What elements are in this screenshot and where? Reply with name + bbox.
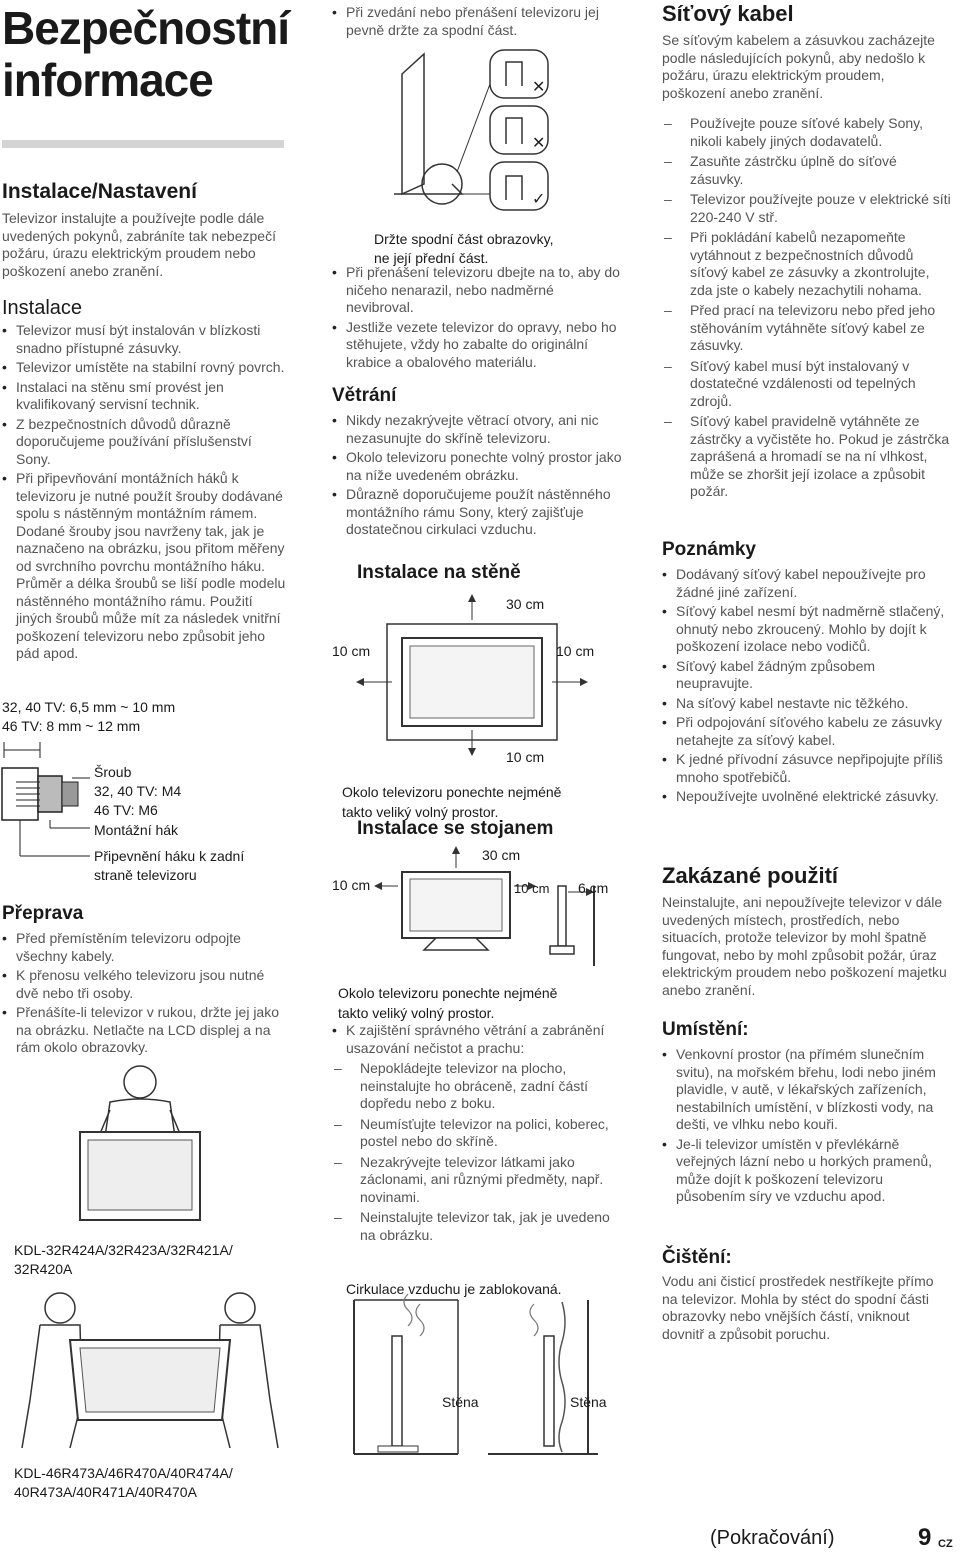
tv-screen (88, 1140, 192, 1210)
stand-dim-top: 30 cm (482, 847, 521, 863)
wall-space-caption-1: Okolo televizoru ponechte nejméně (342, 784, 562, 800)
stand-space-caption-2: takto veliký volný prostor. (338, 1005, 495, 1021)
install-setup-heading: Instalace/Nastavení (2, 180, 197, 203)
list-item: – Neinstalujte televizor tak, jak je uvedeno na obrázku. (332, 1209, 624, 1244)
wall-dim-right: 10 cm (556, 643, 595, 659)
continued-label: (Pokračování) (710, 1527, 835, 1549)
prohibited-text: Neinstalujte, ani nepoužívejte televizor v dále uvedených místech, prostředích, nebo situacích, protože televizor by mohl špatně fungovat, nebo by mohl způsobit požár, úraz elektrickým proudem nebo poškození majetku anebo zranění. (662, 894, 947, 998)
list-item: – Před prací na televizoru nebo před jeho stěhováním vytáhněte síťový kabel ze zásuvky. (662, 302, 952, 355)
wall-label-1: Stěna (442, 1394, 479, 1410)
wall-label-2: Stěna (570, 1394, 607, 1410)
list-item: – Síťový kabel musí být instalovaný v dostatečné vzdálenosti od tepelných zdrojů. (662, 358, 952, 411)
tv-on-stand-screen (410, 879, 502, 931)
list-item: • K přenosu velkého televizoru jsou nutné dvě nebo tři osoby. (2, 967, 290, 1002)
tv-in-shelf-base (378, 1446, 418, 1452)
tv-side-profile (558, 886, 566, 946)
airflow-curl-1 (404, 1294, 412, 1326)
language-code: CZ (938, 1538, 953, 1550)
list-item: • Při zvedání nebo přenášení televizoru jej pevně držte za spodní část. (332, 4, 622, 39)
carry-list (332, 264, 624, 373)
install-heading: Instalace (2, 297, 83, 319)
arrow-right-head (580, 678, 588, 686)
wall-space-caption-2: takto veliký volný prostor. (342, 804, 499, 820)
list-item: • Před přemístěním televizoru odpojte všechny kabely. (2, 930, 290, 965)
list-item: • Při odpojování síťového kabelu ze zásuvky netahejte za síťový kabel. (662, 714, 952, 749)
cleaning-heading: Čištění: (662, 1247, 732, 1268)
list-item: • K zajištění správného větrání a zabránění usazování nečistot a prachu: (332, 1022, 624, 1057)
list-item: • Je-li televizor umístěn v převlékárně veřejných lázní nebo u horkých pramenů, může dojít k poškození televizoru působením síry ve vzduchu apod. (662, 1136, 952, 1206)
person-right-head (225, 1293, 255, 1323)
stand-clearance-diagram (332, 846, 632, 966)
stand-arrow-top-head (452, 846, 460, 854)
list-item: • Okolo televizoru ponechte volný prostor jako na níže uvedeném obrázku. (332, 449, 624, 484)
list-item: • Nepoužívejte uvolněné elektrické zásuvky. (662, 788, 952, 806)
person-head (124, 1066, 156, 1098)
vent-heading: Větrání (332, 385, 397, 406)
page-title-line1: Bezpečnostní (2, 2, 290, 54)
stand-dim-back: 6 cm (578, 880, 609, 896)
tv-front-screen (410, 646, 534, 718)
person-left-head (45, 1293, 75, 1323)
model-small-1: KDL-32R424A/32R423A/32R421A/ (14, 1242, 233, 1258)
arrow-bottom-head (468, 748, 476, 756)
page-number: 9 (918, 1524, 932, 1551)
curtain (559, 1302, 565, 1452)
stand-fig-title: Instalace se stojanem (357, 818, 554, 839)
hook-attach-2: straně televizoru (94, 867, 197, 883)
wall-dim-left: 10 cm (332, 643, 371, 659)
list-item: – Při pokládání kabelů nezapomeňte vytáhnout z bezpečnostních důvodů síťový kabel ze zásuvky a zkontrolujte, zda jste o kabely nezachytili nohama. (662, 229, 952, 299)
blocked-caption: Cirkulace vzduchu je zablokovaná. (346, 1281, 562, 1297)
list-item: • Televizor umístěte na stabilní rovný povrch. (2, 359, 290, 377)
transport-list (2, 930, 290, 1059)
wall-dim-top: 30 cm (506, 596, 545, 612)
hold-caption-1: Držte spodní část obrazovky, (374, 231, 554, 247)
install-setup-intro: Televizor instalujte a používejte podle dále uvedených pokynů, zabráníte tak nebezpečí požáru, úrazu elektrickým proudem nebo poškození anebo zranění. (2, 210, 276, 279)
cord-intro: Se síťovým kabelem a zásuvkou zacházejte podle následujících pokynů, aby nedošlo k požáru, úrazu elektrickým proudem, poškození anebo zranění. (662, 32, 935, 101)
list-item: • Na síťový kabel nestavte nic těžkého. (662, 695, 952, 713)
tv-behind-curtain (544, 1336, 554, 1446)
list-item: – Používejte pouze síťové kabely Sony, nikoli kabely jiných dodavatelů. (662, 115, 952, 150)
wall-fig-title: Instalace na stěně (357, 562, 521, 583)
lift-list (332, 4, 622, 41)
mount-hook-block (38, 776, 62, 812)
cord-heading: Síťový kabel (662, 1, 794, 26)
vent-extra-list (332, 1022, 624, 1059)
tv-stand-base (424, 938, 488, 950)
tv-large-screen (80, 1348, 220, 1412)
list-item: • Jestliže vezete televizor do opravy, nebo ho stěhujete, vždy ho zabalte do originální krabice a obalového materiálu. (332, 319, 624, 372)
hook-label: Montážní hák (94, 822, 179, 838)
notes-list (662, 566, 952, 808)
screw-spec-2: 46 TV: 8 mm ~ 12 mm (2, 718, 141, 734)
screw-label: Šroub (94, 764, 132, 780)
list-item: • Z bezpečnostních důvodů důrazně doporučujeme používání příslušenství Sony. (2, 416, 290, 469)
airflow-curl-3 (530, 1304, 538, 1336)
list-item: • Důrazně doporučujeme použít nástěnného montážního rámu Sony, který zajišťuje dostatečnou cirkulaci vzduchu. (332, 486, 624, 539)
arrow-left-head (356, 678, 364, 686)
cleaning-text: Vodu ani čisticí prostředek nestříkejte přímo na televizor. Mohla by stéct do spodní části obrazovky nebo vnějších částí, vniknout dovnitř a způsobit poruchu. (662, 1273, 934, 1342)
screw-spec-1: 32, 40 TV: 6,5 mm ~ 10 mm (2, 699, 176, 715)
zoom-circle (422, 164, 462, 204)
model-large-1: KDL-46R473A/46R470A/40R474A/ (14, 1465, 233, 1481)
cord-list (662, 115, 952, 504)
cross-mark-1: ✕ (532, 77, 546, 96)
list-item: • K jedné přívodní zásuvce nepřipojujte příliš mnoho spotřebičů. (662, 751, 952, 786)
wall-dim-bottom: 10 cm (506, 749, 545, 765)
list-item: • Nikdy nezakrývejte větrací otvory, ani nic nezasunujte do skříně televizoru. (332, 412, 624, 447)
wall-clearance-diagram (332, 590, 632, 760)
tv-side-base (550, 946, 574, 954)
list-item: • Při připevňování montážních háků k televizoru je nutné použít šrouby dodávané spolu s nástěnným montážním rámem. Dodané šrouby jsou navrženy tak, jak je naznačeno na obrázku, jsou přitom měřeny od svrchního povrchu montážního háku. Průměr a délka šroubů se liší podle modelu nástěnného montážního rámu. Použití jiných šroubů může mít za následek vnitřní poškození televizoru nebo způsobit jeho pád apod. (2, 470, 290, 663)
list-item: – Zasuňte zástrčku úplně do síťové zásuvky. (662, 153, 952, 188)
placement-heading: Umístění: (662, 1019, 749, 1040)
transport-heading: Přeprava (2, 903, 84, 924)
blocked-airflow-diagram (348, 1296, 608, 1462)
list-item: • Instalaci na stěnu smí provést jen kvalifikovaný servisní technik. (2, 379, 290, 414)
screw-head (62, 782, 78, 806)
list-item: • Televizor musí být instalován v blízkosti snadno přístupné zásuvky. (2, 322, 290, 357)
vent-extra-sublist (332, 1060, 624, 1247)
hold-bottom-illustration (382, 44, 612, 214)
list-item: – Síťový kabel pravidelně vytáhněte ze zástrčky a vyčistěte ho. Pokud je zástrčka zaprášená a hromadí se na ní vlhkost, může se zhoršit její izolace a způsobit požár. (662, 413, 952, 501)
model-large-2: 40R473A/40R471A/40R470A (14, 1484, 197, 1500)
carry-large-tv-illustration (0, 1290, 300, 1450)
prohibited-heading: Zakázané použití (662, 863, 839, 888)
list-item: – Nezakrývejte televizor látkami jako záclonami, ani různými předměty, např. novinami. (332, 1154, 624, 1207)
model-small-2: 32R420A (14, 1261, 73, 1277)
title-divider (2, 140, 284, 148)
screw-m4: 32, 40 TV: M4 (94, 783, 182, 799)
placement-list (662, 1046, 952, 1208)
list-item: • Síťový kabel žádným způsobem neupravujte. (662, 658, 952, 693)
hook-attach-1: Připevnění háku k zadní (94, 848, 245, 864)
list-item: – Nepokládejte televizor na plocho, neinstalujte ho obráceně, zadní částí dopředu nebo z boku. (332, 1060, 624, 1113)
check-mark: ✓ (532, 189, 546, 208)
blocked-figure-right (488, 1300, 598, 1454)
stand-arrow-left-head (374, 882, 382, 890)
carry-small-tv-illustration (30, 1062, 250, 1242)
cross-mark-2: ✕ (532, 133, 546, 152)
list-item: • Přenášíte-li televizor v rukou, držte jej jako na obrázku. Netlačte na LCD displej a na rám okolo obrazovky. (2, 1004, 290, 1057)
list-item: • Při přenášení televizoru dbejte na to, aby do ničeho nenarazil, nebo nadměrné nevibroval. (332, 264, 624, 317)
zoom-line-top (457, 84, 490, 172)
list-item: • Venkovní prostor (na přímém slunečním svitu), na mořském břehu, lodi nebo jiném plavidle, v autě, v lékařských zařízeních, nestabilních umístění, v blízkosti vody, na dešti, ve vlhku nebo kouři. (662, 1046, 952, 1134)
list-item: – Televizor používejte pouze v elektrické síti 220-240 V stř. (662, 191, 952, 226)
screw-m6: 46 TV: M6 (94, 802, 158, 818)
arrow-top-head (468, 594, 476, 602)
list-item: – Neumísťujte televizor na polici, koberec, postel nebo do skříně. (332, 1116, 624, 1151)
page-title (2, 2, 289, 106)
tv-in-shelf (392, 1336, 402, 1446)
list-item: • Síťový kabel nesmí být nadměrně stlačený, ohnutý nebo zkroucený. Mohlo by dojít k poškození izolace nebo vodičů. (662, 603, 952, 656)
vent-list (332, 412, 624, 541)
blocked-figure-left (354, 1294, 458, 1454)
page-title-line2: informace (2, 54, 213, 106)
tv-side-view (402, 54, 424, 194)
list-item: • Dodávaný síťový kabel nepoužívejte pro žádné jiné zařízení. (662, 566, 952, 601)
notes-heading: Poznámky (662, 539, 756, 560)
hold-caption-2: ne její přední část. (374, 250, 489, 266)
stand-space-caption-1: Okolo televizoru ponechte nejméně (338, 985, 558, 1001)
stand-dim-right: 10 cm (514, 881, 550, 896)
airflow-curl-2 (416, 1304, 424, 1336)
install-list (2, 322, 290, 665)
stand-dim-left: 10 cm (332, 877, 371, 893)
